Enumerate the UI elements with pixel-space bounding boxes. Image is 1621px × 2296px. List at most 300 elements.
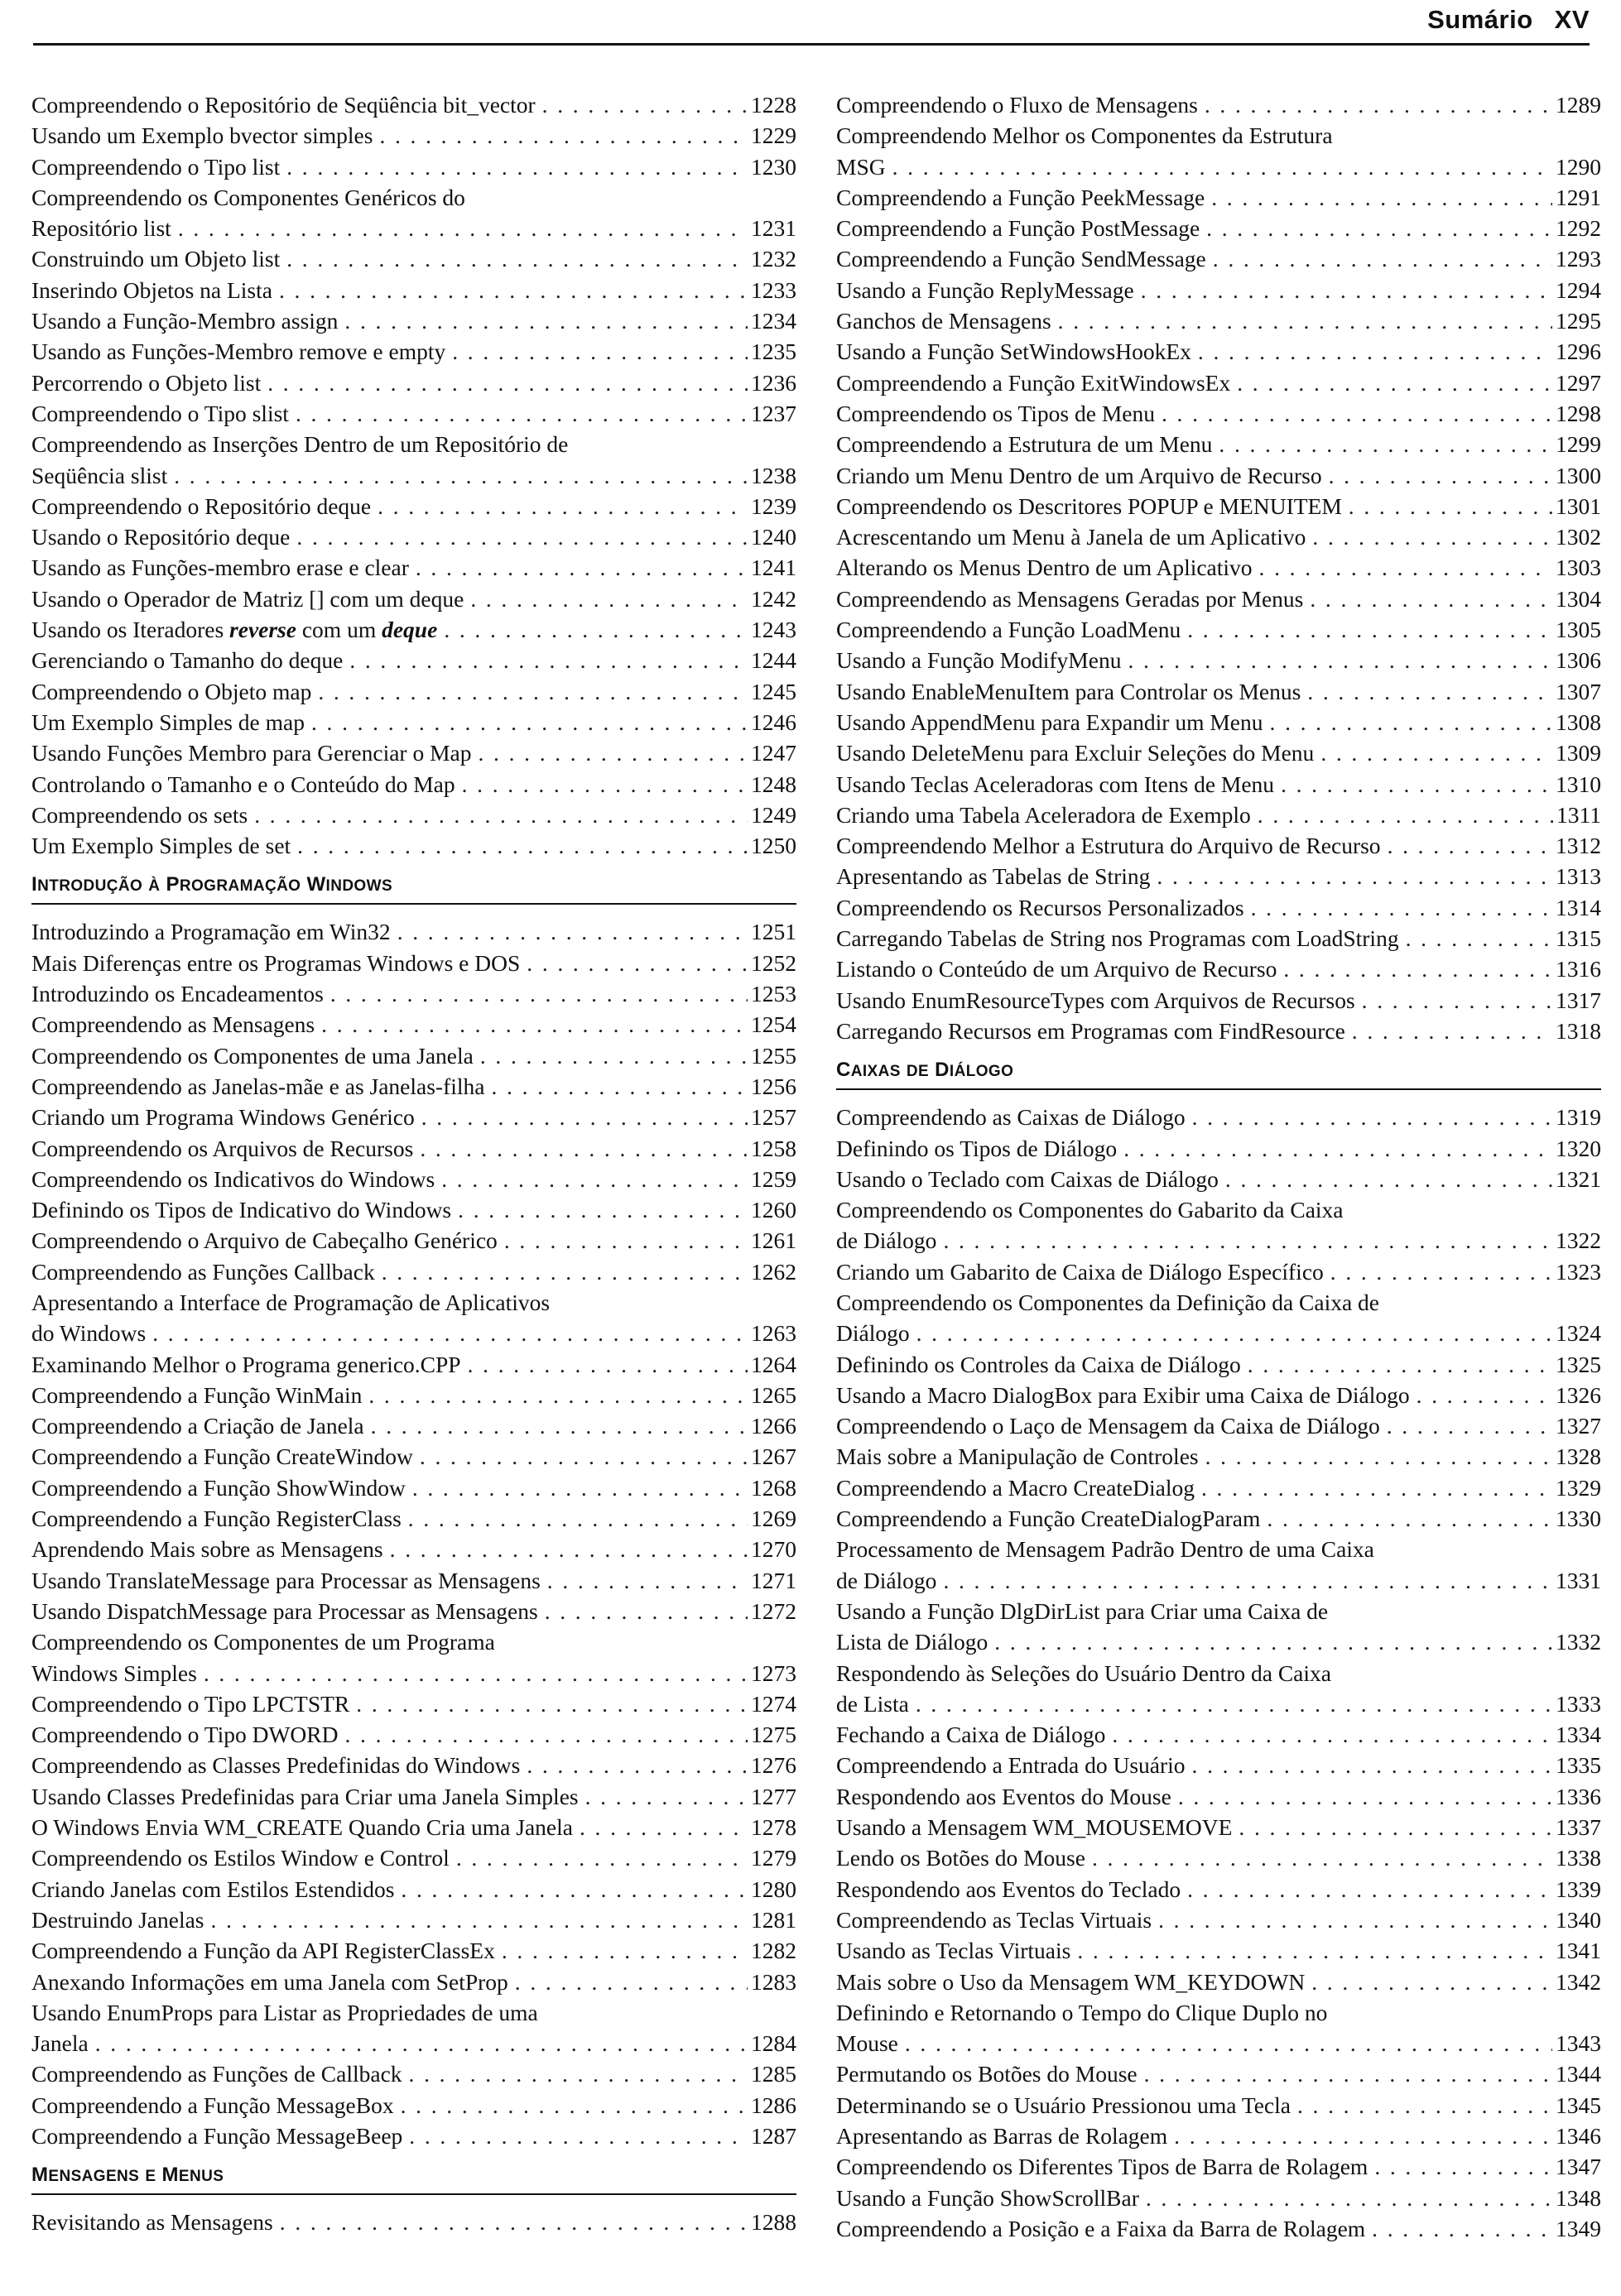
toc-entry-row <box>836 1842 1601 1873</box>
toc-entry-row <box>836 707 1601 737</box>
toc-entry <box>836 367 1601 398</box>
toc-entry-title: Alterando os Menus Dentro de um Aplicativo <box>836 555 1253 581</box>
toc-entry-title: MSG <box>836 153 886 180</box>
toc-page-number: 1241 <box>751 555 796 581</box>
toc-entry-row <box>836 800 1601 830</box>
toc-entry <box>31 1410 796 1441</box>
dot-leader <box>1237 367 1552 398</box>
toc-entry-title: Mais Diferenças entre os Programas Windows e DOS <box>31 949 521 976</box>
toc-page-number: 1234 <box>751 308 796 334</box>
toc-entry <box>31 1626 796 1688</box>
toc-entry-title: Compreendendo a Entrada do Usuário <box>836 1752 1186 1779</box>
toc-entry <box>836 89 1601 120</box>
toc-page-number: 1259 <box>751 1165 796 1192</box>
toc-entry-title: Lendo os Botões do Mouse <box>836 1845 1085 1871</box>
toc-page-number: 1246 <box>751 708 796 735</box>
running-head-page-number: XV <box>1554 5 1590 34</box>
toc-entry-title: Usando AppendMenu para Expandir um Menu <box>836 708 1263 735</box>
toc-entry <box>31 275 796 305</box>
toc-entry <box>31 1380 796 1410</box>
dot-leader <box>1417 1380 1552 1410</box>
toc-page-number: 1228 <box>751 92 796 118</box>
toc-entry-row <box>31 243 796 274</box>
toc-page-number: 1281 <box>751 1906 796 1933</box>
toc-entry <box>31 521 796 552</box>
toc-entry-row <box>31 1256 796 1287</box>
toc-entry-title: Listando o Conteúdo de um Arquivo de Recurso <box>836 956 1277 982</box>
toc-entry <box>31 1256 796 1287</box>
toc-entry-row <box>31 800 796 830</box>
dot-leader <box>1329 460 1552 491</box>
toc-entry <box>31 398 796 429</box>
toc-entry-row <box>836 676 1601 707</box>
toc-entry-title: Mais sobre a Manipulação de Controles <box>836 1443 1199 1470</box>
dot-leader <box>1251 892 1552 923</box>
toc-entry-title: Compreendendo a Função MessageBox <box>31 2092 394 2118</box>
toc-page-number: 1300 <box>1556 462 1601 488</box>
dot-leader <box>1187 614 1552 645</box>
dot-leader <box>1123 1133 1552 1164</box>
toc-page-number: 1249 <box>751 801 796 828</box>
dot-leader <box>349 645 748 675</box>
dot-leader <box>1213 243 1552 274</box>
dot-leader <box>468 1349 748 1380</box>
dot-leader <box>1372 2213 1552 2244</box>
dot-leader <box>470 584 748 614</box>
dot-leader <box>1192 1750 1552 1780</box>
toc-page-number: 1255 <box>751 1042 796 1069</box>
toc-entry-row <box>836 1102 1601 1132</box>
dot-leader <box>527 948 748 978</box>
dot-leader <box>547 1565 748 1596</box>
toc-entry <box>836 305 1601 336</box>
toc-page-number: 1294 <box>1556 276 1601 303</box>
dot-leader <box>311 707 748 737</box>
dot-leader <box>542 89 748 120</box>
dot-leader <box>356 1688 748 1719</box>
toc-entry-title: Revisitando as Mensagens <box>31 2209 273 2236</box>
toc-entry <box>31 1596 796 1626</box>
dot-leader <box>280 2207 748 2237</box>
toc-page-number: 1335 <box>1556 1752 1601 1779</box>
toc-entry-row <box>836 2058 1601 2089</box>
toc-entry-row <box>836 1874 1601 1905</box>
toc-column-left <box>31 89 796 2238</box>
toc-page-number: 1305 <box>1556 617 1601 643</box>
toc-page-number: 1236 <box>751 369 796 396</box>
toc-entry <box>836 892 1601 923</box>
dot-leader <box>344 305 748 336</box>
toc-entry <box>836 460 1601 491</box>
toc-entry-row <box>31 1164 796 1194</box>
toc-entry-title: Compreendendo os Tipos de Menu <box>836 400 1155 426</box>
toc-entry-row <box>836 1688 1601 1719</box>
toc-entry-title-line: Processamento de Mensagem Padrão Dentro de uma Caixa <box>836 1536 1374 1563</box>
toc-page-number: 1254 <box>751 1011 796 1038</box>
dot-leader <box>1388 830 1552 861</box>
dot-leader <box>1211 182 1552 213</box>
toc-entry-title: Compreendendo a Macro CreateDialog <box>836 1474 1195 1501</box>
dot-leader <box>916 1688 1552 1719</box>
toc-entry <box>836 182 1601 213</box>
dot-leader <box>1192 1102 1552 1132</box>
dot-leader <box>382 1256 748 1287</box>
toc-entry-row <box>836 2028 1601 2058</box>
toc-entry <box>31 614 796 645</box>
toc-page-number: 1269 <box>751 1506 796 1532</box>
toc-page-number: 1331 <box>1556 1567 1601 1593</box>
toc-entry-row <box>31 1225 796 1256</box>
toc-page-number: 1321 <box>1556 1165 1601 1192</box>
toc-page-number: 1308 <box>1556 708 1601 735</box>
toc-entry <box>31 2121 796 2151</box>
toc-entry-title: Compreendendo a Função PeekMessage <box>836 184 1205 210</box>
toc-page-number: 1309 <box>1556 740 1601 766</box>
dot-leader <box>267 367 748 398</box>
toc-entry-title: Anexando Informações em uma Janela com SetProp <box>31 1968 508 1995</box>
dot-leader <box>1141 275 1552 305</box>
toc-page-number: 1233 <box>751 276 796 303</box>
toc-page-number: 1267 <box>751 1443 796 1470</box>
toc-entry-title: Compreendendo os Indicativos do Windows <box>31 1165 435 1192</box>
toc-entry-title: Compreendendo as Mensagens Geradas por Menus <box>836 585 1304 612</box>
toc-entry <box>836 491 1601 521</box>
toc-entry-title: Compreendendo os Estilos Window e Control <box>31 1845 450 1871</box>
dot-leader <box>1174 2121 1552 2151</box>
toc-entry <box>836 243 1601 274</box>
toc-entry <box>31 916 796 947</box>
toc-page-number: 1245 <box>751 678 796 704</box>
toc-page-number: 1292 <box>1556 215 1601 242</box>
toc-entry <box>836 676 1601 707</box>
dot-leader <box>1352 1016 1552 1046</box>
toc-entry-row <box>836 1719 1601 1750</box>
toc-entry-title: Usando as Funções-Membro remove e empty <box>31 339 446 365</box>
toc-entry <box>836 737 1601 768</box>
toc-entry-row <box>836 1256 1601 1287</box>
dot-leader <box>368 1380 748 1410</box>
toc-entry-title: Um Exemplo Simples de set <box>31 833 291 859</box>
dot-leader <box>296 398 748 429</box>
dot-leader <box>1307 676 1552 707</box>
toc-entry <box>31 1102 796 1132</box>
toc-entry <box>836 584 1601 614</box>
toc-entry-row <box>836 645 1601 675</box>
toc-entry-title: Compreendendo a Função PostMessage <box>836 215 1200 242</box>
toc-entry-row <box>31 584 796 614</box>
toc-entry-row <box>836 830 1601 861</box>
toc-entry <box>31 948 796 978</box>
dot-leader <box>515 1967 748 1997</box>
toc-entry-title: Usando a Função ModifyMenu <box>836 647 1122 674</box>
dot-leader <box>1198 336 1552 367</box>
toc-entry-row <box>836 398 1601 429</box>
toc-entry-row <box>836 985 1601 1016</box>
toc-entry-row <box>31 1750 796 1780</box>
toc-entry-row <box>836 1349 1601 1380</box>
toc-entry <box>836 953 1601 984</box>
toc-entry <box>31 151 796 182</box>
toc-entry-row <box>31 336 796 367</box>
toc-entry <box>836 1287 1601 1349</box>
toc-entry-title: Compreendendo a Função LoadMenu <box>836 617 1181 643</box>
toc-entry <box>836 1658 1601 1720</box>
toc-entry-title: Ganchos de Mensagens <box>836 308 1051 334</box>
toc-entry-row <box>836 923 1601 953</box>
toc-entry <box>836 1874 1601 1905</box>
toc-page-number: 1302 <box>1556 524 1601 550</box>
toc-entry-title: Compreendendo o Repositório de Seqüência bit_vector <box>31 92 536 118</box>
toc-entry-title: Usando o Repositório deque <box>31 524 291 550</box>
dot-leader <box>408 1503 748 1534</box>
toc-page-number: 1280 <box>751 1876 796 1902</box>
toc-entry <box>31 1874 796 1905</box>
toc-entry-title: Compreendendo a Função MessageBeep <box>31 2123 403 2149</box>
toc-entry-row <box>836 552 1601 583</box>
toc-entry <box>836 645 1601 675</box>
dot-leader <box>95 2028 748 2058</box>
dot-leader <box>178 213 748 243</box>
toc-page-number: 1264 <box>751 1351 796 1377</box>
toc-entry-title: Compreendendo o Laço de Mensagem da Caixa de Diálogo <box>836 1413 1380 1439</box>
toc-entry <box>836 429 1601 459</box>
dot-leader <box>1146 2183 1552 2213</box>
toc-entry <box>836 923 1601 953</box>
toc-entry <box>31 1441 796 1472</box>
toc-entry-title: Compreendendo o Tipo slist <box>31 400 289 426</box>
toc-page-number: 1345 <box>1556 2092 1601 2118</box>
dot-leader <box>892 151 1552 182</box>
dot-leader <box>502 1935 748 1966</box>
toc-entry-title: Usando as Funções-membro erase e clear <box>31 555 409 581</box>
toc-page-number: 1329 <box>1556 1474 1601 1501</box>
toc-page-number: 1313 <box>1556 863 1601 890</box>
toc-entry-title: Um Exemplo Simples de map <box>31 708 305 735</box>
dot-leader <box>444 614 748 645</box>
dot-leader <box>441 1164 748 1194</box>
toc-page-number: 1334 <box>1556 1722 1601 1748</box>
toc-page-number: 1258 <box>751 1135 796 1161</box>
toc-page-number: 1256 <box>751 1073 796 1099</box>
section-heading: INTRODUÇÃO À PROGRAMAÇÃO WINDOWS <box>31 872 796 905</box>
toc-page-number: 1337 <box>1556 1814 1601 1841</box>
toc-entry-row <box>31 978 796 1009</box>
toc-entry-row <box>31 491 796 521</box>
toc-entry <box>836 2183 1601 2213</box>
toc-entry-title: Compreendendo a Posição e a Faixa da Barra de Rolagem <box>836 2215 1366 2241</box>
toc-entry-title: O Windows Envia WM_CREATE Quando Cria uma Janela <box>31 1814 573 1841</box>
toc-entry-row <box>31 1658 796 1688</box>
toc-entry-row <box>31 1905 796 1935</box>
toc-entry <box>836 275 1601 305</box>
toc-entry-title: de Lista <box>836 1690 909 1717</box>
toc-page-number: 1339 <box>1556 1876 1601 1902</box>
dot-leader <box>458 1194 748 1225</box>
toc-entry-row <box>31 151 796 182</box>
toc-page-number: 1282 <box>751 1938 796 1964</box>
toc-entry <box>31 305 796 336</box>
toc-entry-row <box>836 151 1601 182</box>
dot-leader <box>279 275 748 305</box>
toc-entry <box>31 707 796 737</box>
toc-entry <box>836 213 1601 243</box>
toc-entry-title: Compreendendo as Janelas-mãe e as Janelas-filha <box>31 1073 485 1099</box>
dot-leader <box>1320 737 1552 768</box>
toc-entry-row <box>836 1967 1601 1997</box>
dot-leader <box>994 1626 1552 1657</box>
toc-entry <box>31 1040 796 1071</box>
dot-leader <box>456 1842 748 1873</box>
toc-entry-title: Lista de Diálogo <box>836 1629 988 1655</box>
toc-entry <box>836 769 1601 800</box>
toc-entry <box>836 1905 1601 1935</box>
toc-entry <box>31 1997 796 2059</box>
toc-entry-row <box>31 1503 796 1534</box>
toc-entry-title: Inserindo Objetos na Lista <box>31 276 272 303</box>
toc-entry-title: Usando DispatchMessage para Processar as Mensagens <box>31 1597 538 1624</box>
toc-page-number: 1276 <box>751 1752 796 1779</box>
toc-page-number: 1295 <box>1556 308 1601 334</box>
toc-entry <box>31 182 796 244</box>
toc-page-number: 1268 <box>751 1474 796 1501</box>
toc-entry-title: Definindo os Tipos de Diálogo <box>836 1135 1118 1161</box>
toc-entry <box>31 676 796 707</box>
toc-entry <box>31 584 796 614</box>
toc-page-number: 1328 <box>1556 1443 1601 1470</box>
dot-leader <box>401 1874 748 1905</box>
toc-page-number: 1230 <box>751 153 796 180</box>
dot-leader <box>420 1133 748 1164</box>
toc-entry-title-line: Respondendo às Seleções do Usuário Dentro da Caixa <box>836 1660 1331 1686</box>
toc-entry-title: Introduzindo a Programação em Win32 <box>31 919 391 945</box>
toc-entry-title: Compreendendo a Função CreateDialogParam <box>836 1506 1261 1532</box>
toc-entry-row <box>31 707 796 737</box>
toc-entry <box>836 2121 1601 2151</box>
toc-page-number: 1315 <box>1556 925 1601 952</box>
dot-leader <box>1144 2058 1552 2089</box>
toc-entry-row <box>836 336 1601 367</box>
toc-entry-title: Windows Simples <box>31 1660 197 1686</box>
toc-entry-row <box>31 398 796 429</box>
toc-entry <box>836 552 1601 583</box>
toc-entry-title: Carregando Tabelas de String nos Programas com LoadString <box>836 925 1399 952</box>
dot-leader <box>1349 491 1552 521</box>
toc-entry-row <box>836 1380 1601 1410</box>
toc-entry <box>836 1967 1601 1997</box>
toc-entry <box>836 521 1601 552</box>
dot-leader <box>1310 584 1552 614</box>
dot-leader <box>916 1318 1552 1348</box>
toc-entry-row <box>836 737 1601 768</box>
toc-entry-title: Repositório list <box>31 215 171 242</box>
toc-page-number: 1311 <box>1556 801 1601 828</box>
toc-entry-row <box>31 1009 796 1040</box>
toc-page-number: 1244 <box>751 647 796 674</box>
toc-entry-row <box>31 1472 796 1503</box>
toc-entry-row <box>31 916 796 947</box>
dot-leader <box>1058 305 1552 336</box>
toc-entry <box>31 737 796 768</box>
toc-entry-row <box>31 1596 796 1626</box>
dot-leader <box>585 1781 748 1812</box>
toc-entry <box>31 1164 796 1194</box>
toc-entry-row <box>31 1194 796 1225</box>
toc-page-number: 1243 <box>751 617 796 643</box>
toc-entry <box>836 1102 1601 1132</box>
dot-leader <box>1270 707 1552 737</box>
toc-entry <box>31 1009 796 1040</box>
toc-page-number: 1279 <box>751 1845 796 1871</box>
toc-entry <box>836 830 1601 861</box>
toc-entry <box>836 1133 1601 1164</box>
toc-entry-title-line: Compreendendo os Componentes do Gabarito da Caixa <box>836 1197 1344 1223</box>
dot-leader <box>1205 89 1552 120</box>
toc-page-number: 1312 <box>1556 833 1601 859</box>
toc-entry-title: de Diálogo <box>836 1567 937 1593</box>
toc-entry-row <box>31 1967 796 1997</box>
dot-leader <box>1206 213 1552 243</box>
toc-entry-row <box>836 243 1601 274</box>
toc-page-number: 1273 <box>751 1660 796 1686</box>
toc-entry-row <box>31 1102 796 1132</box>
toc-entry-title: Usando as Teclas Virtuais <box>836 1938 1071 1964</box>
toc-page-number: 1260 <box>751 1197 796 1223</box>
toc-entry-title: Compreendendo as Caixas de Diálogo <box>836 1104 1186 1131</box>
toc-entry-title: Usando a Função ShowScrollBar <box>836 2184 1139 2211</box>
toc-entry-title: Compreendendo a Função SendMessage <box>836 246 1206 272</box>
toc-page-number: 1270 <box>751 1536 796 1563</box>
toc-entry-row <box>836 1905 1601 1935</box>
toc-entry-title: Usando DeleteMenu para Excluir Seleções do Menu <box>836 740 1315 766</box>
toc-entry-title: Definindo os Tipos de Indicativo do Windows <box>31 1197 452 1223</box>
dot-leader <box>371 1410 748 1441</box>
toc-entry <box>31 1688 796 1719</box>
toc-page-number: 1231 <box>751 215 796 242</box>
toc-entry <box>31 1534 796 1564</box>
toc-entry-title: Gerenciando o Tamanho do deque <box>31 647 344 674</box>
dot-leader <box>545 1596 748 1626</box>
toc-entry-title: Acrescentando um Menu à Janela de um Aplicativo <box>836 524 1306 550</box>
toc-page-number: 1293 <box>1556 246 1601 272</box>
dot-leader <box>480 1040 748 1071</box>
toc-entry-row <box>31 305 796 336</box>
toc-entry <box>836 1472 1601 1503</box>
dot-leader <box>462 769 748 800</box>
dot-leader <box>504 1225 748 1256</box>
toc-entry-row <box>836 2151 1601 2182</box>
dot-leader <box>297 830 748 861</box>
toc-page-number: 1296 <box>1556 339 1601 365</box>
toc-entry-title-line: Usando EnumProps para Listar as Propriedades de uma <box>31 1999 538 2025</box>
toc-entry <box>836 1349 1601 1380</box>
toc-entry <box>31 89 796 120</box>
toc-entry-title-line: Usando a Função DlgDirList para Criar uma Caixa de <box>836 1597 1329 1624</box>
toc-entry-row <box>31 2058 796 2089</box>
toc-entry-row <box>31 275 796 305</box>
toc-entry-title: Apresentando as Barras de Rolagem <box>836 2123 1168 2149</box>
toc-entry <box>31 1503 796 1534</box>
dot-leader <box>1225 1164 1552 1194</box>
toc-entry-row <box>836 1503 1601 1534</box>
toc-page-number: 1310 <box>1556 771 1601 797</box>
toc-entry-title: Criando uma Tabela Aceleradora de Exemplo <box>836 801 1251 828</box>
toc-page-number: 1262 <box>751 1258 796 1285</box>
dot-leader <box>286 243 748 274</box>
toc-entry-title: Usando a Função SetWindowsHookEx <box>836 339 1191 365</box>
toc-entry-row <box>836 367 1601 398</box>
toc-entry-title: Janela <box>31 2030 89 2057</box>
toc-entry-title: Usando um Exemplo bvector simples <box>31 122 373 149</box>
